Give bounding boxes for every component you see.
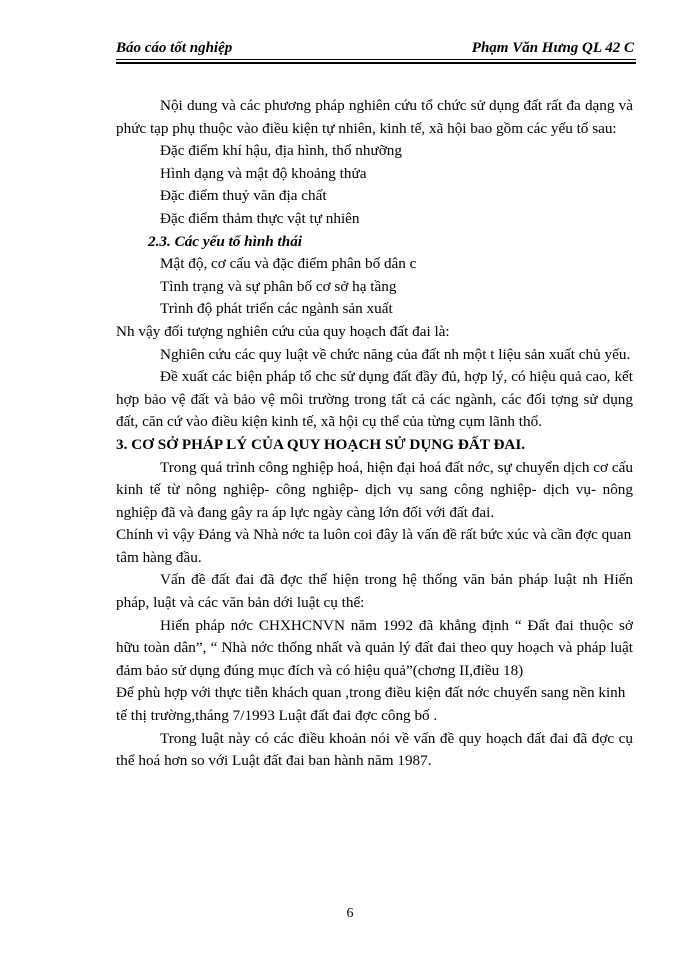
paragraph: Để phù hợp với thực tiễn khách quan ,trong điều kiện đất nớc chuyển sang nền kinh tế thị trường,tháng 7/1993 Luật đất đai đợc công bố .	[116, 684, 626, 725]
header-rule	[116, 59, 636, 60]
paragraph: Chính vì vậy Đảng và Nhà nớc ta luôn coi đây là vấn đề rất bức xúc và cần đợc quan tâm hàng đầu.	[116, 526, 632, 566]
list-item: Trình độ phát triển các ngành sản xuất	[160, 300, 393, 318]
header-author: Phạm Văn Hưng QL 42 C	[471, 40, 634, 56]
paragraph: Nh vậy đối tượng nghiên cứu của quy hoạch đất đai là:	[116, 322, 450, 340]
list-item: Đặc điểm thảm thực vật tự nhiên	[160, 209, 360, 227]
section-heading: 2.3. Các yếu tố hình thái	[148, 232, 303, 250]
list-item: Tình trạng và sự phân bố cơ sở hạ tầng	[160, 277, 397, 295]
list-item: Đặc điểm khí hậu, địa hình, thổ nhưỡng	[160, 142, 402, 160]
list-item: Mật độ, cơ cấu và đặc điểm phân bố dân c	[160, 255, 417, 273]
list-item: Hình dạng và mật độ khoảng thửa	[160, 164, 367, 182]
header-rule-thick	[116, 62, 636, 64]
page-header	[116, 40, 636, 62]
list-item: Đặc điểm thuỷ văn địa chất	[160, 187, 327, 205]
paragraph: Trong quá trình công nghiệp hoá, hiện đại hoá đất nớc, sự chuyển dịch cơ cấu kinh tế từ nông nghiệp- công nghiệp- dịch vụ sang công nghiệp- dịch vụ- nông nghiệp đã và đang gây ra áp lực ngày càng lớn đối với đất đai.	[116, 458, 633, 521]
paragraph: Vấn đề đất đai đã đợc thể hiện trong hệ thống văn bản pháp luật nh Hiến pháp, luật và các văn bản dới luật cụ thể:	[116, 571, 633, 612]
paragraph: Nội dung và các phương pháp nghiên cứu tổ chức sử dụng đất rất đa dạng và phức tạp phụ thuộc vào điều kiện tự nhiên, kinh tế, xã hội bao gồm các yếu tố sau:	[116, 97, 633, 137]
header-report-title: Báo cáo tốt nghiệp	[116, 40, 233, 56]
paragraph: Nghiên cứu các quy luật về chức năng của đất nh một t liệu sản xuất chủ yếu.	[160, 345, 631, 363]
page-number: 6	[346, 906, 354, 921]
section-heading: 3. CƠ SỞ PHÁP LÝ CỦA QUY HOẠCH SỬ DỤNG ĐẤT ĐAI.	[116, 435, 526, 453]
paragraph: Trong luật này có các điều khoản nói về vấn đề quy hoạch đất đai đã đợc cụ thể hoá hơn so với Luật đất đai ban hành năm 1987.	[116, 729, 633, 770]
paragraph: Đề xuất các biện pháp tổ chc sử dụng đất đầy đủ, hợp lý, có hiệu quả cao, kết hợp bảo vệ đất và bảo vệ môi trường trong tất cả các ngành, các đối tợng sử dụng đất, căn cứ vào điều kiện kinh tế, xã hội cụ thể của từng cụm lãnh thổ.	[116, 368, 633, 431]
document-body	[116, 95, 633, 773]
paragraph: Hiến pháp nớc CHXHCNVN năm 1992 đã khẳng định “ Đất đai thuộc sở hữu toàn dân”, “ Nhà nớc thống nhất và quản lý đất đai theo quy hoạch và pháp luật đảm bảo sử dụng đúng mục đích và có hiệu quả”(chơng II,điều 18)	[116, 616, 633, 679]
